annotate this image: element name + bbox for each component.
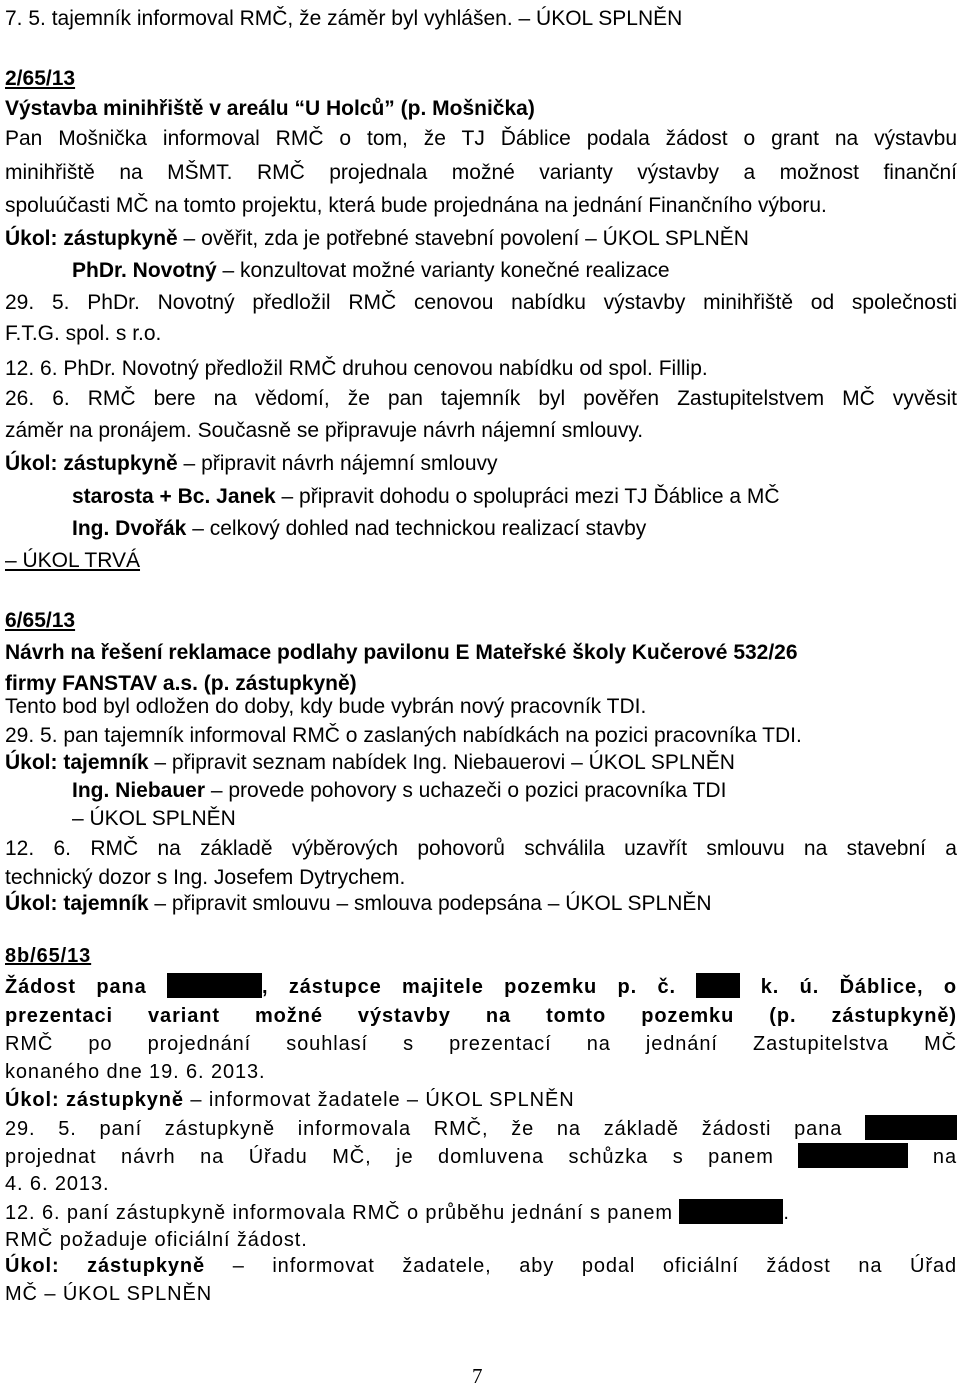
text-segment: .	[783, 1202, 790, 1224]
text-segment: RMČ požaduje oficiální žádost.	[5, 1229, 308, 1251]
text-segment: 29. 5. PhDr. Novotný předložil RMČ cenovou nabídku výstavby minihřiště od společnosti	[5, 291, 957, 314]
text-line	[5, 321, 161, 347]
bold-text: Návrh na řešení reklamace podlahy pavilonu E Mateřské školy Kučerové 532/26	[5, 641, 798, 664]
text-line	[5, 96, 535, 122]
text-segment: – informovat žadatele, aby podal oficiální žádost na Úřad	[205, 1255, 957, 1277]
bold-text: PhDr. Novotný	[72, 259, 217, 282]
text-line	[5, 943, 91, 969]
redaction-box	[679, 1199, 783, 1224]
text-segment: F.T.G. spol. s r.o.	[5, 322, 162, 345]
text-segment: 29. 5. paní zástupkyně informovala RMČ, že na základě žádosti pana	[5, 1118, 865, 1140]
text-segment: – celkový dohled nad technickou realizací stavby	[186, 517, 647, 540]
text-segment: projednat návrh na Úřadu MČ, je domluvena schůzka s panem	[5, 1146, 799, 1168]
bold-text: Úkol: tajemník	[5, 751, 149, 774]
text-segment: – provede pohovory s uchazeči o pozici pracovníka TDI	[205, 779, 727, 802]
text-line	[5, 386, 957, 412]
text-segment: konaného dne 19. 6. 2013.	[5, 1061, 266, 1083]
text-line	[72, 516, 646, 542]
bold-text: , zástupce majitele pozemku p. č.	[262, 976, 697, 998]
text-line	[5, 290, 957, 316]
text-segment: 29. 5. pan tajemník informoval RMČ o zaslaných nabídkách na pozici pracovníka TDI.	[5, 724, 802, 747]
text-line	[5, 6, 682, 32]
text-line	[5, 160, 957, 186]
text-line	[5, 66, 75, 92]
text-line	[5, 1199, 790, 1226]
text-line	[5, 1087, 575, 1113]
section-number: 6/65/13	[5, 609, 76, 632]
text-segment: – připravit návrh nájemní smlouvy	[177, 452, 498, 475]
text-line	[5, 1171, 109, 1197]
text-segment: 12. 6. RMČ na základě výběrových pohovorů schválila uzavřít smlouvu na stavební a	[5, 837, 957, 860]
bold-text: k. ú. Ďáblice, o	[740, 976, 957, 998]
text-segment: MČ – ÚKOL SPLNĚN	[5, 1283, 213, 1305]
text-segment: – ÚKOL TRVÁ	[5, 549, 141, 572]
text-line	[72, 806, 236, 832]
text-line	[5, 1227, 308, 1253]
text-segment: Tento bod byl odložen do doby, kdy bude vybrán nový pracovník TDI.	[5, 695, 647, 718]
text-segment: 4. 6. 2013.	[5, 1173, 110, 1195]
text-segment: – ověřit, zda je potřebné stavební povolení – ÚKOL SPLNĚN	[177, 227, 749, 250]
bold-text: Ing. Dvořák	[72, 517, 187, 540]
text-line	[5, 1253, 957, 1279]
bold-text: Žádost pana	[5, 976, 168, 998]
page-number: 7	[472, 1364, 483, 1388]
text-line	[5, 1031, 957, 1057]
text-line	[5, 548, 140, 574]
text-segment: technický dozor s Ing. Josefem Dytrychem.	[5, 866, 406, 889]
text-line	[5, 836, 957, 862]
text-segment: – připravit smlouvu – smlouva podepsána – ÚKOL SPLNĚN	[148, 892, 712, 915]
text-segment: – ÚKOL SPLNĚN	[72, 807, 236, 830]
text-line	[5, 226, 749, 252]
text-line	[5, 865, 405, 891]
text-line	[5, 1115, 957, 1142]
bold-text: Ing. Niebauer	[72, 779, 206, 802]
text-line	[5, 973, 957, 1000]
section-number: 8b/65/13	[5, 945, 92, 967]
text-line	[5, 750, 735, 776]
text-segment: záměr na pronájem. Současně se připravuje návrh nájemní smlouvy.	[5, 419, 644, 442]
bold-text: Úkol: zástupkyně	[5, 1089, 184, 1111]
text-line	[5, 193, 827, 219]
bold-text: firmy FANSTAV a.s. (p. zástupkyně)	[5, 672, 357, 695]
redaction-box	[865, 1115, 957, 1140]
redaction-box	[696, 973, 740, 998]
text-segment: minihřiště na MŠMT. RMČ projednala možné varianty výstavby a možnost finanční	[5, 161, 957, 184]
text-line	[5, 451, 498, 477]
text-line	[5, 126, 957, 152]
text-line	[72, 778, 726, 804]
text-line	[5, 1059, 266, 1085]
text-segment: – konzultovat možné varianty konečné realizace	[216, 259, 670, 282]
bold-text: Úkol: tajemník	[5, 892, 149, 915]
text-line	[5, 1281, 212, 1307]
text-line	[5, 891, 712, 917]
text-line	[5, 1003, 957, 1029]
bold-text: starosta + Bc. Janek	[72, 485, 276, 508]
text-segment: 7. 5. tajemník informoval RMČ, že záměr byl vyhlášen. – ÚKOL SPLNĚN	[5, 7, 683, 30]
text-segment: RMČ po projednání souhlasí s prezentací na jednání Zastupitelstva MČ	[5, 1033, 957, 1055]
text-segment: na	[908, 1146, 957, 1168]
text-segment: Pan Mošnička informoval RMČ o tom, že TJ Ďáblice podala žádost o grant na výstavbu	[5, 127, 957, 150]
text-segment: 12. 6. PhDr. Novotný předložil RMČ druhou cenovou nabídku od spol. Fillip.	[5, 357, 708, 380]
text-segment: – připravit seznam nabídek Ing. Niebauerovi – ÚKOL SPLNĚN	[148, 751, 735, 774]
text-line	[5, 608, 75, 634]
bold-text: prezentaci variant možné výstavby na tomto pozemku (p. zástupkyně)	[5, 1005, 957, 1027]
redaction-box	[798, 1143, 908, 1168]
text-line	[5, 1143, 957, 1170]
text-segment: 26. 6. RMČ bere na vědomí, že pan tajemník byl pověřen Zastupitelstvem MČ vyvěsit	[5, 387, 957, 410]
bold-text: Úkol: zástupkyně	[5, 452, 178, 475]
text-line	[72, 484, 780, 510]
text-line	[5, 356, 708, 382]
redaction-box	[167, 973, 262, 998]
bold-text: Úkol: zástupkyně	[5, 227, 178, 250]
text-segment: – připravit dohodu o spolupráci mezi TJ Ďáblice a MČ	[275, 485, 780, 508]
bold-text: Výstavba minihřiště v areálu “U Holců” (p. Mošnička)	[5, 97, 535, 120]
text-line	[5, 694, 646, 720]
text-line	[5, 418, 643, 444]
bold-text: Úkol: zástupkyně	[5, 1255, 206, 1277]
section-number: 2/65/13	[5, 67, 76, 90]
text-line	[72, 258, 670, 284]
text-line	[5, 640, 798, 666]
text-line	[5, 723, 802, 749]
text-segment: – informovat žadatele – ÚKOL SPLNĚN	[183, 1089, 575, 1111]
text-segment: spoluúčasti MČ na tomto projektu, která bude projednána na jednání Finančního výboru.	[5, 194, 827, 217]
text-segment: 12. 6. paní zástupkyně informovala RMČ o průběhu jednání s panem	[5, 1202, 680, 1224]
